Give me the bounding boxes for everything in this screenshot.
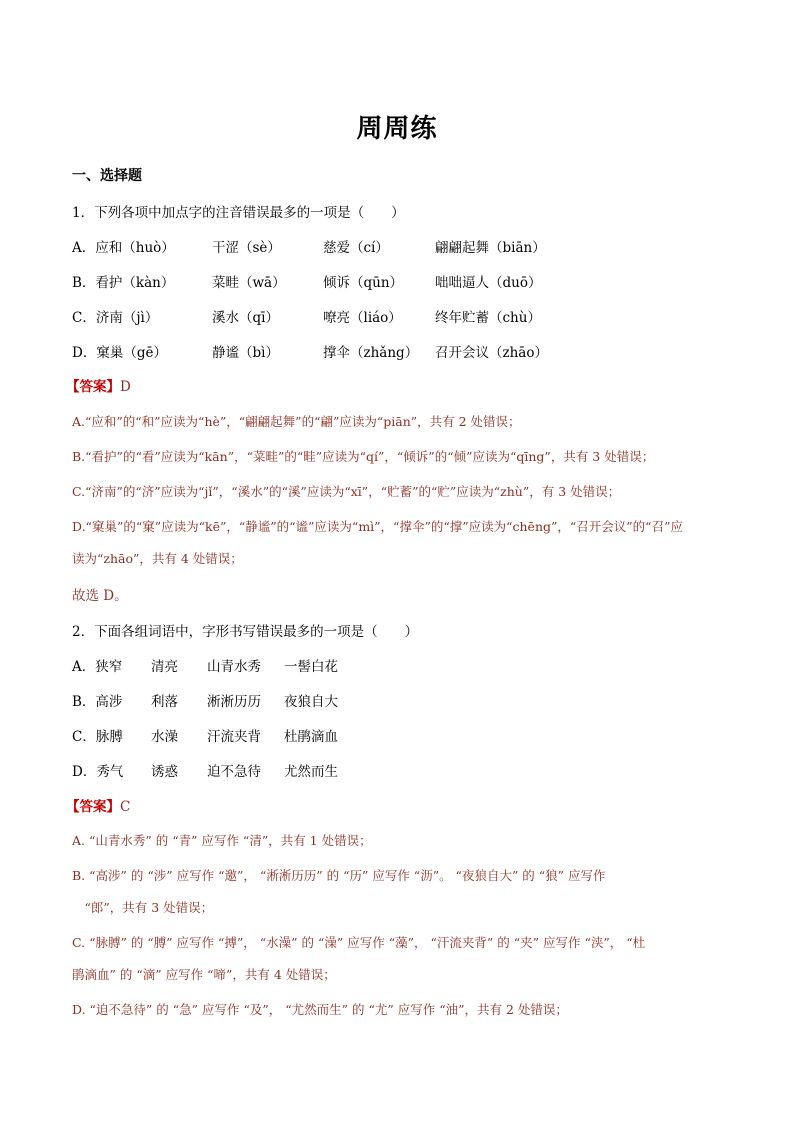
option2-b-4: 夜狼自大 — [284, 694, 338, 710]
page-title: 周周练 — [356, 114, 438, 144]
option-b-1: B．看护（kàn） — [72, 275, 175, 291]
option-a-4: 翩翩起舞（biān） — [435, 240, 546, 256]
option-d-4: 召开会议（zhāo） — [435, 345, 548, 361]
option-b-4: 咄咄逼人（duō） — [435, 275, 542, 291]
option2-c-2: 水澡 — [151, 729, 178, 745]
answer-2 — [66, 795, 130, 815]
option-d-1: D．窠巢（gē） — [72, 345, 167, 361]
option2-d-3: 迫不急待 — [207, 764, 261, 780]
answer-value: C — [120, 799, 131, 815]
explain-2-b: B. “高涉” 的 “涉” 应写作 “邀”， “淅淅历历” 的 “历” 应写作 “沥”。 “夜狼自大” 的 “狼” 应写作 — [72, 868, 606, 883]
option-c-2: 溪水（qī） — [212, 310, 279, 326]
option2-c-4: 杜鹃滴血 — [284, 729, 338, 745]
explain-2-c: C. “脉膊” 的 “膊” 应写作 “搏”， “水澡” 的 “澡” 应写作 “藻”， “汗流夹背” 的 “夹” 应写作 “浃”， “杜 — [72, 935, 646, 950]
answer-label: 【答案】 — [66, 799, 120, 815]
option2-b-1: B．高涉 — [72, 694, 123, 710]
question-2-stem: 2．下面各组词语中，字形书写错误最多的一项是（ ） — [72, 624, 419, 640]
option-c-4: 终年贮蓄（chù） — [435, 310, 541, 326]
option2-a-4: 一髻白花 — [284, 659, 338, 675]
explain-2-c-cont: 鹃滴血” 的 “滴” 应写作 “啼”，共有 4 处错误； — [72, 967, 336, 982]
option2-d-4: 尤然而生 — [284, 764, 338, 780]
answer-label: 【答案】 — [66, 379, 120, 395]
answer-1 — [66, 375, 131, 395]
option-d-2: 静谧（bì） — [212, 345, 279, 361]
option2-a-1: A．狭窄 — [72, 659, 123, 675]
section-heading: 一、选择题 — [72, 168, 142, 184]
explain-2-a: A. “山青水秀” 的 “青” 应写作 “清”，共有 1 处错误； — [72, 833, 372, 848]
option2-b-3: 淅淅历历 — [207, 694, 261, 710]
option-a-1: A．应和（huò） — [72, 240, 175, 256]
answer-value: D — [120, 379, 131, 395]
explain-2-d: D. “迫不急待” 的 “急” 应写作 “及”， “尤然而生” 的 “尤” 应写作 “油”，共有 2 处错误； — [72, 1002, 568, 1017]
option-a-3: 慈爱（cí） — [323, 240, 389, 256]
explain-1-b: B.“看护”的“看”应读为“kān”，“菜畦”的“畦”应读为“qí”，“倾诉”的“倾”应读为“qīng”，共有 3 处错误； — [72, 449, 655, 464]
option2-a-3: 山青水秀 — [207, 659, 261, 675]
option2-d-1: D．秀气 — [72, 764, 124, 780]
option-b-2: 菜畦（wā） — [212, 275, 286, 291]
option2-c-3: 汗流夹背 — [207, 729, 261, 745]
explain-1-c: C.“济南”的“济”应读为“jǐ”，“溪水”的“溪”应读为“xī”，“贮蓄”的“贮”应读为“zhù”，有 3 处错误； — [72, 484, 621, 499]
question-1-stem: 1．下列各项中加点字的注音错误最多的一项是（ ） — [72, 205, 405, 221]
explain-2-b-cont: “郎”，共有 3 处错误； — [72, 900, 214, 915]
explain-1-d-cont: 读为“zhāo”，共有 4 处错误； — [72, 551, 243, 566]
conclusion-1: 故选 D。 — [72, 588, 128, 604]
option2-d-2: 诱惑 — [151, 764, 178, 780]
explain-1-a: A.“应和”的“和”应读为“hè”，“翩翩起舞”的“翩”应读为“piān”，共有 2 处错误； — [72, 414, 521, 429]
explain-1-d: D.“窠巢”的“窠”应读为“kē”，“静谧”的“谧”应读为“mì”，“撑伞”的“撑”应读为“chēng”，“召开会议”的“召”应 — [72, 519, 683, 534]
option2-b-2: 利落 — [151, 694, 178, 710]
option2-a-2: 清亮 — [151, 659, 178, 675]
option-d-3: 撑伞（zhǎng） — [323, 345, 419, 361]
option-c-3: 嘹亮（liáo） — [323, 310, 402, 326]
option-b-3: 倾诉（qūn） — [323, 275, 404, 291]
option2-c-1: C．脉膊 — [72, 729, 123, 745]
option-c-1: C．济南（jì） — [72, 310, 159, 326]
option-a-2: 干涩（sè） — [212, 240, 281, 256]
